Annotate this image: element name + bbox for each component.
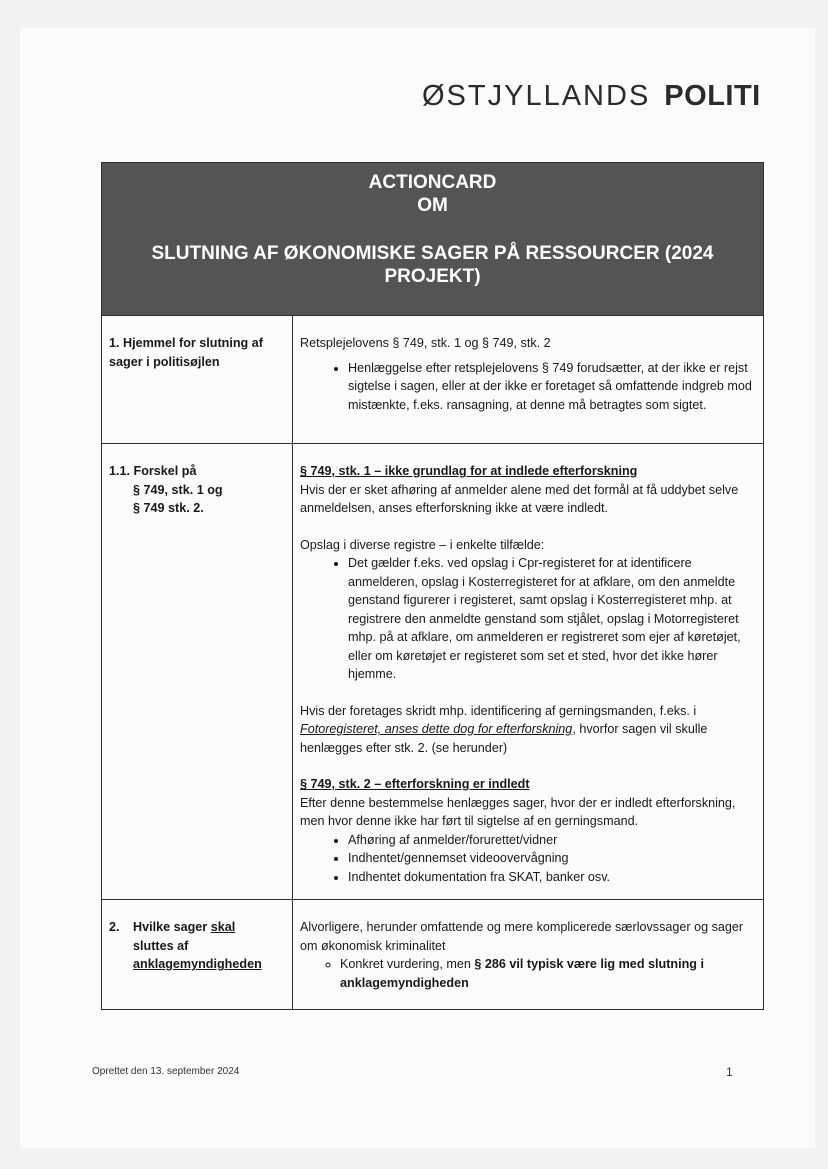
row2-label-line2: § 749, stk. 1 og <box>133 482 223 497</box>
actioncard-header <box>102 163 764 316</box>
paragraph: Alvorligere, herunder omfattende og mere komplicerede særlovssager og sager om økonomisk kriminalitet <box>300 920 744 953</box>
row2-label-line3: § 749 stk. 2. <box>133 501 204 515</box>
list-item: • Det gælder f.eks. ved opslag i Cpr-registeret for at identificere anmelderen, opslag i Kosterregisteret for at afklare, om den anmeldte genstand figurerer i registeret, samt opslag i Kosterregisteret mhp. at registrere den anmeldte genstand som stjålet, opslag i Motorregisteret mhp. på at afklare, om anmelderen er registreret som ejer af køretøjet, eller om køretøjet er registeret som set et sted, hvor det ikke hører hjemme. <box>348 554 753 684</box>
list-item: • Afhøring af anmelder/forurettet/vidner <box>348 831 753 850</box>
emphasis-skal: skal <box>210 920 236 934</box>
row3-number: 2. <box>109 920 120 934</box>
list-item: ◦ Konkret vurdering, men § 286 vil typisk være lig med slutning i anklagemyndigheden <box>340 955 753 992</box>
list-item: • Indhentet dokumentation fra SKAT, banker osv. <box>348 868 753 887</box>
paragraph: Efter denne bestemmelse henlægges sager, hvor der er indledt efterforskning, men hvor denne ikke har ført til sigtelse af en gerningsmand. <box>300 795 736 828</box>
logo-politi-text: POLITI <box>664 80 761 112</box>
row2-label-line1: 1.1. Forskel på <box>109 464 197 478</box>
section-heading-stk1: § 749, stk. 1 – ikke grundlag for at indlede efterforskning <box>300 464 638 478</box>
section-heading-stk2: § 749, stk. 2 – efterforskning er indledt <box>300 777 530 791</box>
paragraph: Hvis der foretages skridt mhp. identificering af gerningsmanden, f.eks. i Fotoregisteret, anses dette dog for efterforskning, hvorfor sagen vil skulle henlægges efter stk. 2. (se herunder) <box>300 703 708 755</box>
list-item: • Henlæggelse efter retsplejelovens § 749 forudsætter, at der ikke er rejst sigtelse i sagen, eller at der ikke er foretaget så omfattende indgreb mod mistænkte, f.eks. ransagning, at denne må betragtes som sigtet. <box>348 359 753 415</box>
emphasis-anklagemyndigheden: anklagemyndigheden <box>133 957 262 971</box>
actioncard-table <box>101 162 764 1010</box>
row1-label <box>102 316 293 444</box>
header-om: OM <box>417 195 448 216</box>
row3-content <box>293 900 764 1010</box>
header-title: ACTIONCARD <box>368 172 497 193</box>
table-row <box>102 900 764 1010</box>
list-item: • Indhentet/gennemset videoovervågning <box>348 849 753 868</box>
row1-label-text: 1. Hjemmel for slutning af sager i politisøjlen <box>109 336 263 369</box>
logo-region-text: ØSTJYLLANDS <box>422 80 651 112</box>
row1-content <box>293 316 764 444</box>
police-logo <box>422 80 761 113</box>
table-row <box>102 444 764 900</box>
footer-created-date: Oprettet den 13. september 2024 <box>92 1066 240 1077</box>
page-number: 1 <box>726 1065 733 1079</box>
row2-label <box>102 444 293 900</box>
table-row <box>102 316 764 444</box>
header-subject: SLUTNING AF ØKONOMISKE SAGER PÅ RESSOURCER (2024 PROJEKT) <box>151 243 714 287</box>
fotoregisteret-emphasis: Fotoregisteret, anses dette dog for efterforskning <box>300 722 573 736</box>
row1-intro: Retsplejelovens § 749, stk. 1 og § 749, stk. 2 <box>300 336 551 350</box>
row3-label: 2. Hvilke sager skal sluttes af anklagemyndigheden <box>102 900 293 1010</box>
row2-content <box>293 444 764 900</box>
paragraph: Hvis der er sket afhøring af anmelder alene med det formål at få uddybet selve anmeldelsen, anses efterforskning ikke at være indledt. <box>300 482 739 515</box>
paragraph: Opslag i diverse registre – i enkelte tilfælde: <box>300 537 545 552</box>
